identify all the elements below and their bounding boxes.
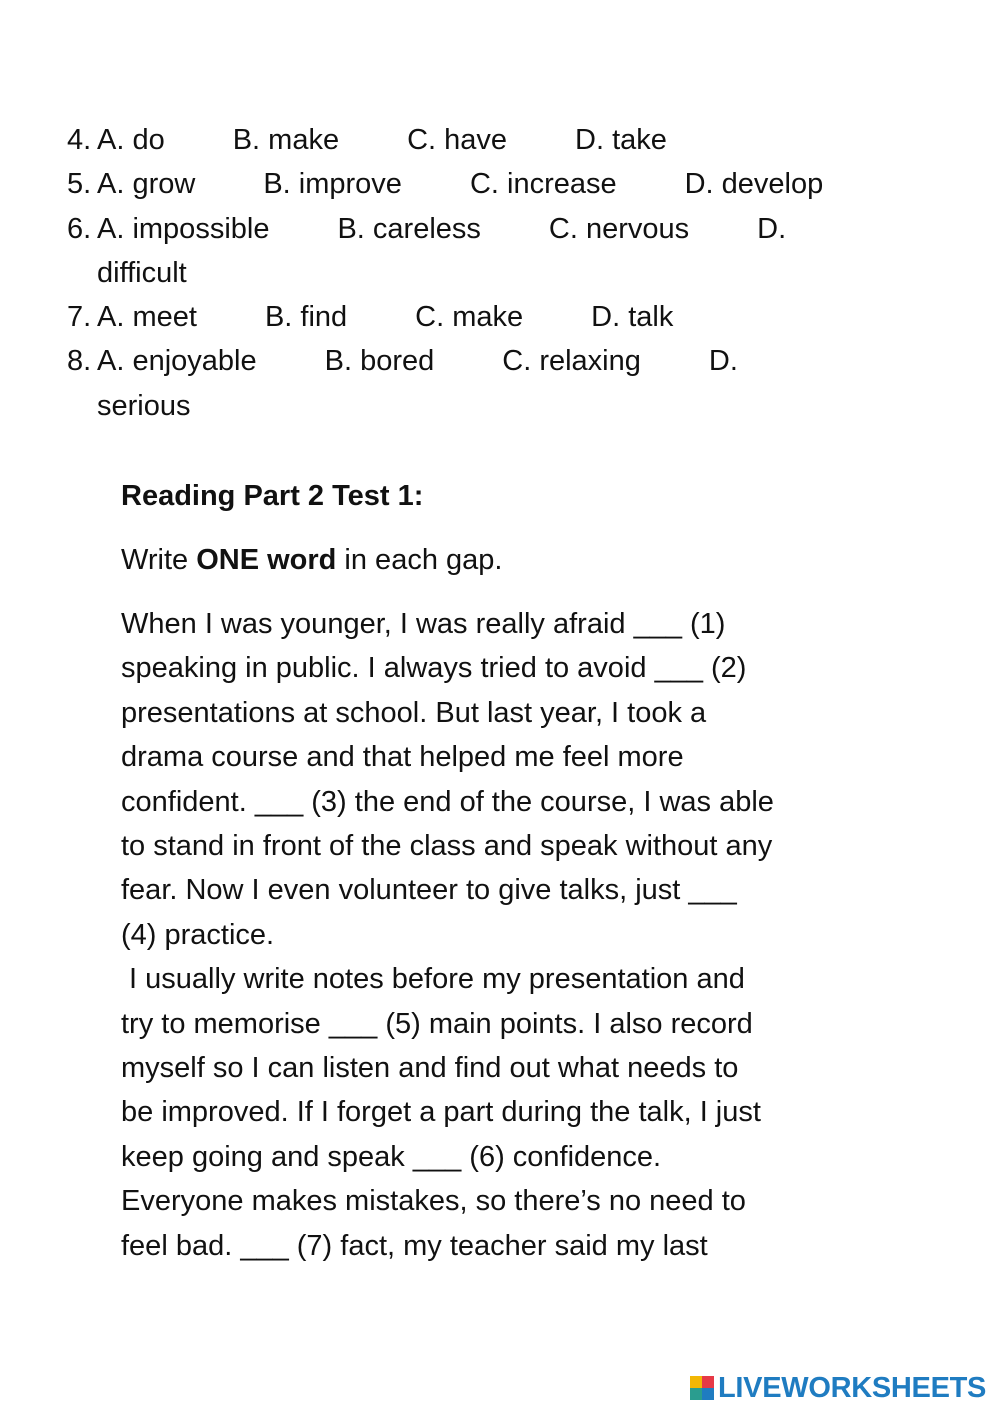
question-number: 5. [67,168,92,201]
question-number: 6. [67,212,92,245]
question-4 [67,118,947,162]
option-b: B. make [232,124,340,156]
option-d-text: serious [97,389,191,422]
passage-line: to stand in front of the class and speak without any [121,830,773,863]
question-number: 4. [67,124,92,156]
reading-instruction [121,538,901,582]
instruction-text-post: in each gap. [336,544,503,576]
reading-section [121,474,901,1268]
option-d: D. talk [591,301,674,334]
option-b: B. improve [263,168,402,201]
multiple-choice-questions [67,118,947,428]
option-a: A. do [97,124,165,156]
logo-square-green [690,1388,702,1400]
liveworksheets-logo [690,1370,986,1406]
reading-passage [121,602,901,1268]
passage-line: speaking in public. I always tried to avoid ___ (2) [121,652,747,685]
question-7 [67,295,947,339]
passage-line: (4) practice. [121,918,275,951]
option-b: B. bored [324,345,435,378]
option-c: C. relaxing [502,345,641,378]
passage-line: try to memorise ___ (5) main points. I also record [121,1007,753,1040]
question-5 [67,162,947,206]
option-d: D. take [575,124,667,156]
option-a: A. meet [97,301,197,334]
reading-title: Reading Part 2 Test 1: [121,480,424,512]
passage-line: Everyone makes mistakes, so there’s no need to [121,1185,746,1218]
passage-line: confident. ___ (3) the end of the course, I was able [121,785,774,818]
passage-line: drama course and that helped me feel more [121,741,684,774]
logo-text: LIVEWORKSHEETS [718,1371,987,1404]
passage-line: be improved. If I forget a part during the talk, I just [121,1096,761,1129]
liveworksheets-logo-icon [690,1376,714,1400]
option-c: C. have [407,124,508,156]
option-c: C. increase [469,168,617,201]
option-a: A. grow [97,168,196,201]
passage-line: When I was younger, I was really afraid ___ (1) [121,608,726,640]
option-a: A. impossible [97,212,270,245]
passage-line: fear. Now I even volunteer to give talks, just ___ [121,874,737,907]
question-8 [67,339,947,428]
option-d: D. [757,212,787,245]
passage-line: I usually write notes before my presentation and [121,963,745,996]
option-a: A. enjoyable [97,345,257,378]
logo-square-yellow [690,1376,702,1388]
option-b: B. careless [337,212,481,245]
instruction-text-pre: Write [121,544,197,576]
option-c: C. nervous [548,212,690,245]
passage-line: feel bad. ___ (7) fact, my teacher said my last [121,1229,708,1262]
option-d-text: difficult [97,256,187,289]
option-d: D. [708,345,738,378]
option-d: D. develop [684,168,824,201]
logo-square-blue [702,1388,714,1400]
question-number: 7. [67,301,92,334]
question-6 [67,207,947,296]
option-b: B. find [264,301,348,334]
question-number: 8. [67,345,92,378]
logo-square-red [702,1376,714,1388]
passage-line: presentations at school. But last year, I took a [121,696,707,729]
option-c: C. make [415,301,524,334]
passage-line: keep going and speak ___ (6) confidence. [121,1140,662,1173]
passage-line: myself so I can listen and find out what needs to [121,1052,739,1085]
instruction-text-bold: ONE word [196,544,337,576]
